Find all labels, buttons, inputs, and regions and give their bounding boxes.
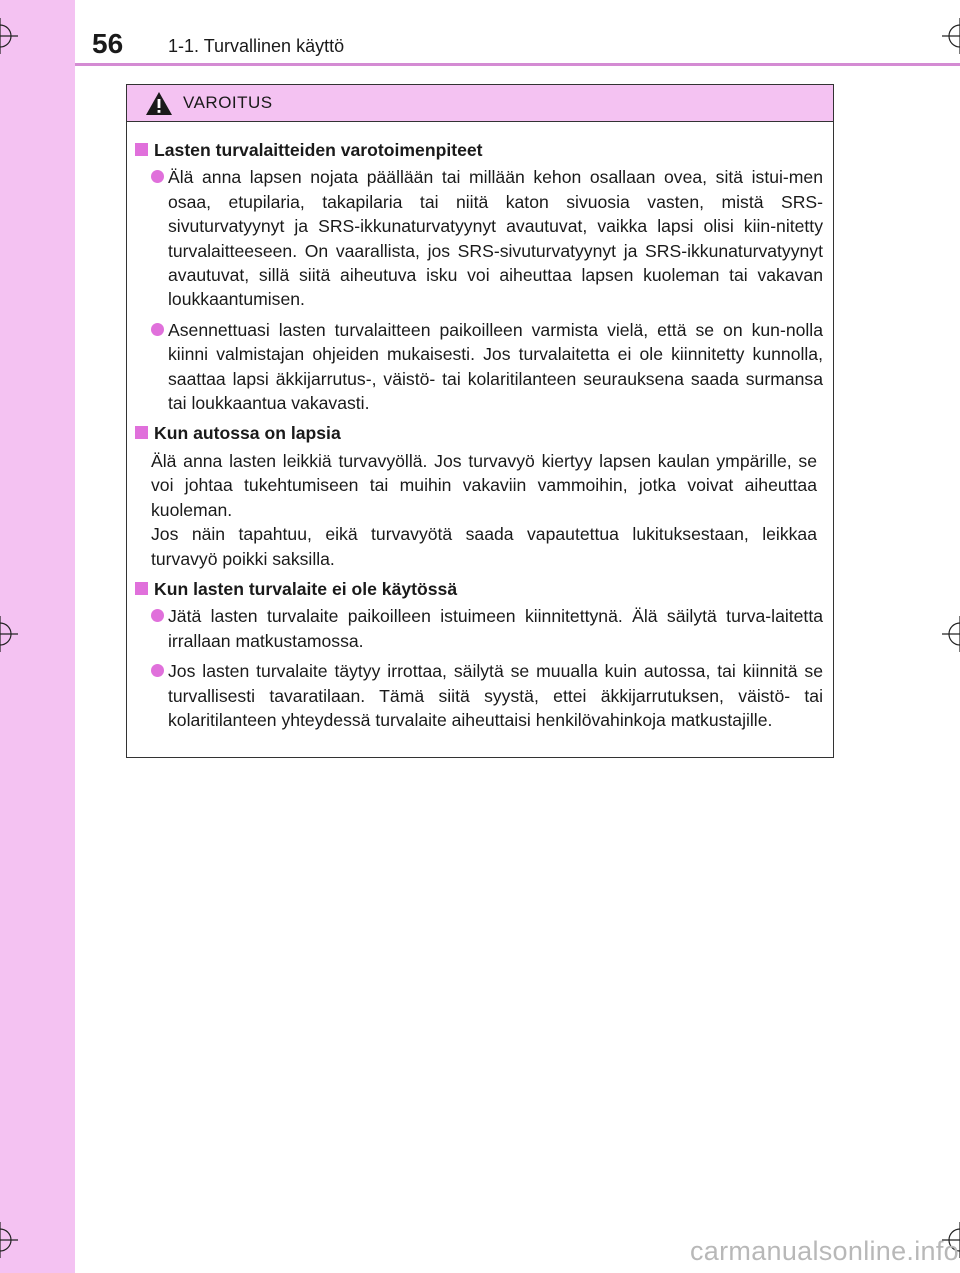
paragraph: Jos näin tapahtuu, eikä turvavyötä saada vapautettua lukituksestaan, leikkaa turvavyö poikki saksilla.	[151, 524, 817, 569]
list-item	[135, 165, 825, 311]
warning-triangle-icon	[145, 91, 173, 116]
topic-title: Kun lasten turvalaite ei ole käytössä	[154, 578, 458, 599]
watermark: carmanualsonline.info	[690, 1236, 959, 1266]
registration-mark-icon	[0, 1222, 18, 1258]
round-bullet-icon	[151, 170, 164, 183]
paragraph: Älä anna lasten leikkiä turvavyöllä. Jos turvavyö kiertyy lapsen kaulan ympärille, se voi johtaa tukehtumiseen tai muihin vakaviin vammoihin, jotka voivat aiheuttaa kuoleman.	[151, 450, 817, 520]
square-bullet-icon	[135, 143, 148, 156]
registration-mark-icon	[942, 616, 960, 652]
topic-heading	[135, 138, 825, 162]
list-item	[135, 318, 825, 416]
list-item-text: Asennettuasi lasten turvalaitteen paikoilleen varmista vielä, että se on kun-nolla kiinni valmistajan ohjeiden mukaisesti. Jos turvalaitetta ei ole kiinnitetty kunnolla, saattaa lapsi äkkijarrutus-, väistö- tai kolaritilanteen seurauksena saada surmansa tai loukkaantua vakavasti.	[168, 319, 823, 414]
list-item	[135, 604, 825, 653]
round-bullet-icon	[151, 323, 164, 336]
list-item-text: Jätä lasten turvalaite paikoilleen istuimeen kiinnitettynä. Älä säilytä turva-laitetta irrallaan matkustamossa.	[168, 606, 823, 651]
warning-body	[127, 122, 833, 732]
list-item	[135, 659, 825, 732]
round-bullet-icon	[151, 609, 164, 622]
registration-mark-icon	[0, 616, 18, 652]
section-title: 1-1. Turvallinen käyttö	[168, 36, 345, 56]
topic-heading	[135, 577, 825, 601]
page-number: 56	[92, 28, 124, 59]
warning-box	[126, 84, 834, 758]
registration-mark-icon	[0, 18, 18, 54]
round-bullet-icon	[151, 664, 164, 677]
header-rule	[75, 63, 960, 66]
warning-label: VAROITUS	[183, 93, 273, 112]
topic-title: Lasten turvalaitteiden varotoimenpiteet	[154, 140, 483, 160]
topic-title: Kun autossa on lapsia	[154, 423, 341, 444]
square-bullet-icon	[135, 582, 148, 595]
list-item-text: Älä anna lapsen nojata päällään tai millään kehon osallaan ovea, sitä istui-men osaa, etupilaria, takapilaria tai niitä katon sivuosia vasten, mistä SRS-sivuturvatyynyt ja SRS-ikkunaturvatyynyt avautuvat, vaikka lapsi olisi kiin-nitetty turvalaitteeseen. On vaarallista, jos SRS-sivuturvatyynyt ja SRS-ikkunaturvatyynyt avautuvat, sillä siitä aiheutuva isku voi aiheuttaa lapsen kuoleman tai vakavan loukkaantumisen.	[168, 167, 823, 310]
square-bullet-icon	[135, 426, 148, 439]
topic-heading	[135, 421, 825, 445]
list-item-text: Jos lasten turvalaite täytyy irrottaa, säilytä se muualla kuin autossa, tai kiinnitä se turvallisesti tavaratilaan. Tämä siitä syystä, ettei äkkijarrutuksen, väistö- tai kolaritilanteen yhteydessä turvalaite aiheuttaisi henkilövahinkoja matkustajille.	[168, 661, 823, 730]
warning-header	[127, 85, 833, 122]
registration-mark-icon	[942, 18, 960, 54]
